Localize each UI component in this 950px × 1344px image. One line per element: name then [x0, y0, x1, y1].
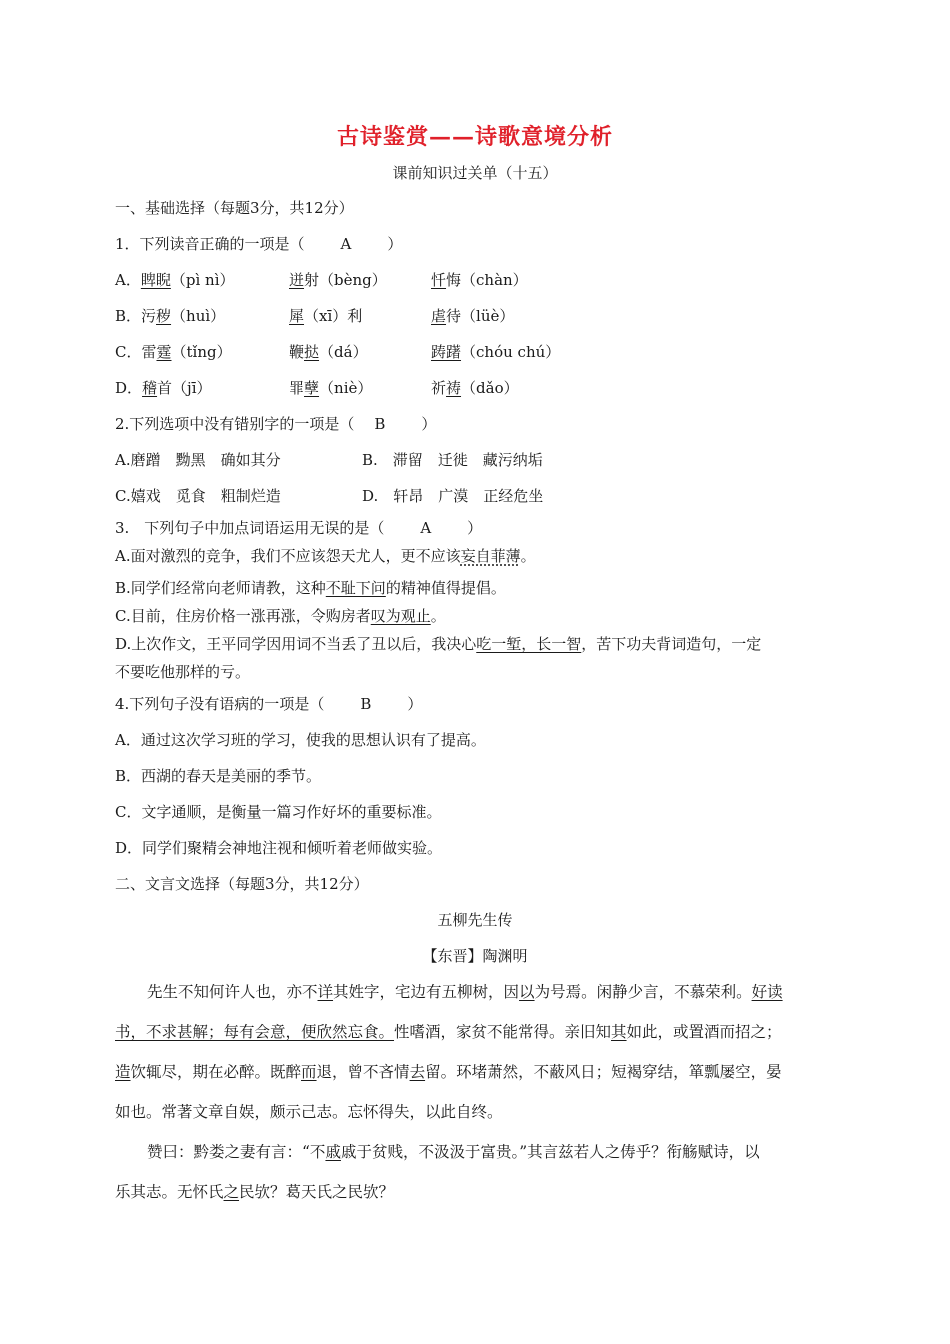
dotted-phrase: 妄自菲薄	[460, 547, 521, 565]
question-4-option-a: A．通过这次学习班的学习，使我的思想认识有了提高。	[115, 731, 486, 749]
question-3-stem: 3. 下列句子中加点词语运用无误的是（ A ）	[115, 519, 483, 537]
question-1-answer: A	[340, 235, 352, 253]
question-3-option-d-cont: 不要吃他那样的亏。	[115, 663, 251, 681]
question-1-option-b-word2: 犀（xī）利	[289, 307, 363, 325]
question-4-option-c: C．文字通顺，是衡量一篇习作好坏的重要标准。	[115, 803, 442, 821]
question-4-option-b: B．西湖的春天是美丽的季节。	[115, 767, 322, 785]
question-1-option-b-word3: 虐待（lüè）	[431, 307, 515, 325]
question-4-stem: 4.下列句子没有语病的一项是（ B ）	[115, 695, 423, 713]
question-2-option-a: A.磨蹭 黝黑 确如其分	[115, 451, 281, 469]
page-subtitle: 课前知识过关单（十五）	[392, 164, 558, 182]
question-1-option-d: D．稽首（jī）	[115, 379, 212, 397]
question-3-option-d: D.上次作文，王平同学因用词不当丢了丑以后，我决心吃一堑，长一智，苦下功夫背词造句，一定	[115, 635, 762, 653]
passage-line-5: 赞曰：黔娄之妻有言：“不戚戚于贫贱，不汲汲于富贵。”其言兹若人之俦乎？衔觞赋诗，以	[147, 1143, 760, 1161]
question-2-option-b: B. 滞留 迁徙 藏污纳垢	[362, 451, 543, 469]
question-1-option-a-word2: 迸射（bèng）	[289, 271, 387, 289]
question-1-option-c: C．雷霆（tǐng）	[115, 343, 232, 361]
question-3-option-b: B.同学们经常向老师请教，这种不耻下问的精神值得提倡。	[115, 579, 506, 597]
question-1-option-a-word3: 忏悔（chàn）	[431, 271, 528, 289]
question-3-option-c: C.目前，住房价格一涨再涨，令购房者叹为观止。	[115, 607, 446, 625]
question-1-stem: 1．下列读音正确的一项是（ A ）	[115, 235, 403, 253]
passage-title: 五柳先生传	[437, 911, 513, 929]
question-3-option-a: A.面对激烈的竞争，我们不应该怨天尤人，更不应该妄自菲薄。	[115, 547, 536, 565]
passage-author: 【东晋】陶渊明	[422, 947, 528, 965]
passage-line-2: 书，不求甚解；每有会意，便欣然忘食。性嗜酒，家贫不能常得。亲旧知其如此，或置酒而招之；	[115, 1023, 782, 1041]
question-1-option-b: B．污秽（huì）	[115, 307, 226, 325]
question-4-answer: B	[360, 695, 372, 713]
question-1-option-d-word3: 祈祷（dǎo）	[431, 379, 519, 397]
passage-line-4: 如也。常著文章自娱，颇示己志。忘怀得失，以此自终。	[115, 1103, 503, 1121]
passage-line-6: 乐其志。无怀氏之民欤？葛天氏之民欤？	[115, 1183, 395, 1201]
question-1-option-d-word2: 罪孽（niè）	[289, 379, 373, 397]
question-1-option-c-word3: 踌躇（chóu chú）	[431, 343, 561, 361]
question-2-option-c: C.嬉戏 觅食 粗制烂造	[115, 487, 281, 505]
question-2-option-d: D. 轩昂 广漠 正经危坐	[362, 487, 544, 505]
question-3-answer: A	[420, 519, 432, 537]
passage-line-1: 先生不知何许人也，亦不详其姓字，宅边有五柳树，因以为号焉。闲静少言，不慕荣利。好读	[147, 983, 783, 1001]
section-1-heading: 一、基础选择（每题3分，共12分）	[115, 199, 354, 217]
section-2-heading: 二、文言文选择（每题3分，共12分）	[115, 875, 369, 893]
question-2-answer: B	[374, 415, 386, 433]
question-4-option-d: D．同学们聚精会神地注视和倾听着老师做实验。	[115, 839, 443, 857]
passage-line-3: 造饮辄尽，期在必醉。既醉而退，曾不吝情去留。环堵萧然，不蔽风日；短褐穿结，箪瓢屡空，晏	[115, 1063, 782, 1081]
question-1-option-c-word2: 鞭挞（dá）	[289, 343, 368, 361]
question-2-stem: 2.下列选项中没有错别字的一项是（ B ）	[115, 415, 437, 433]
question-1-option-a: A．睥睨（pì nì）	[115, 271, 235, 289]
page-title: 古诗鉴赏——诗歌意境分析	[336, 124, 613, 150]
